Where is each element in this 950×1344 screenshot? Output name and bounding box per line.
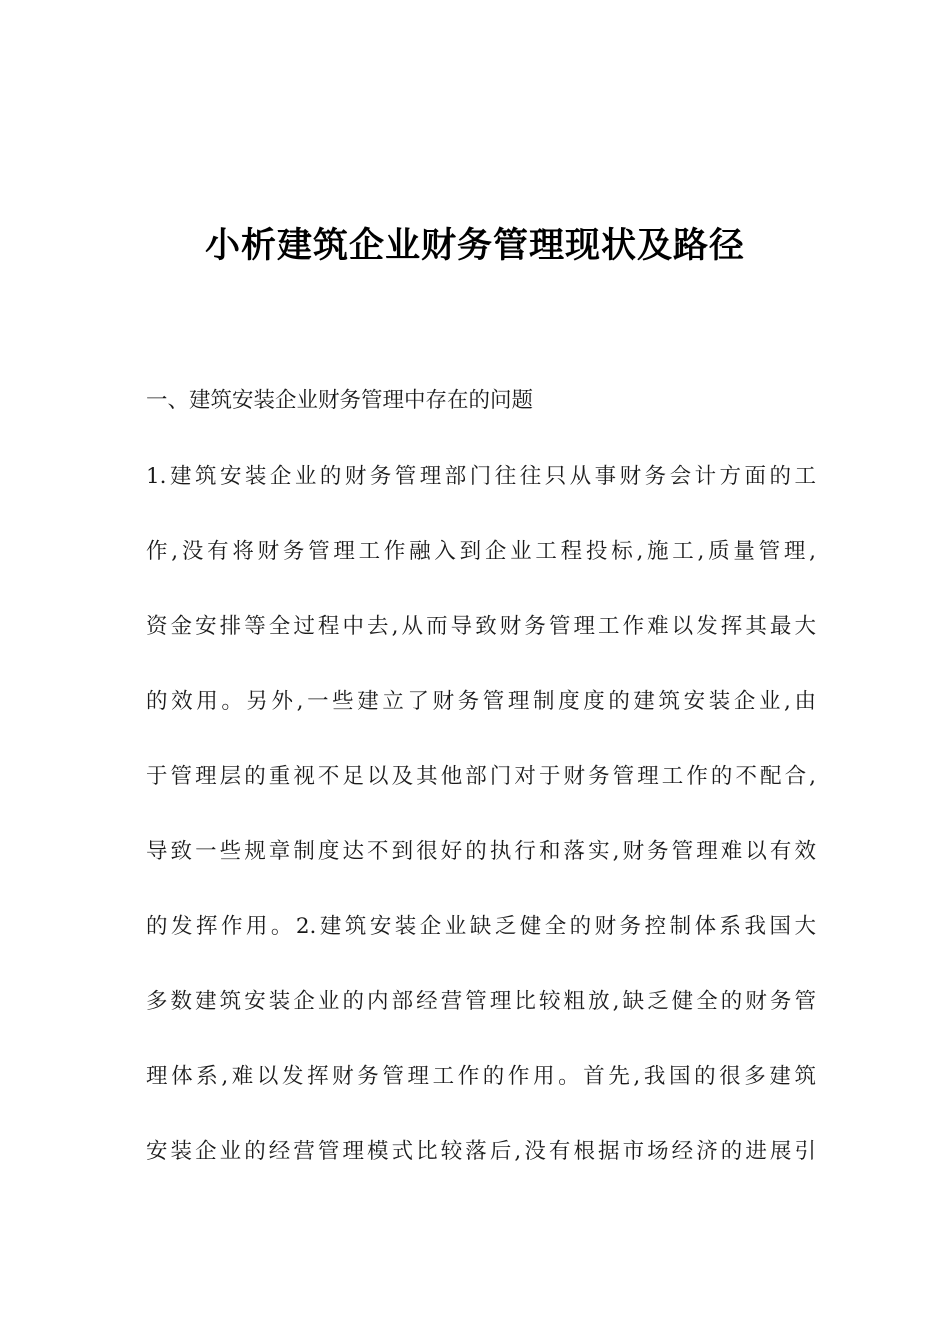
paragraph-line: 的效用。另外,一些建立了财务管理制度度的建筑安装企业,由: [146, 689, 816, 714]
paragraph-line: 于管理层的重视不足以及其他部门对于财务管理工作的不配合,: [146, 764, 816, 789]
paragraph-line: 1.建筑安装企业的财务管理部门往往只从事财务会计方面的工: [146, 464, 816, 489]
paragraph-line: 资金安排等全过程中去,从而导致财务管理工作难以发挥其最大: [146, 614, 816, 639]
paragraph-line: 的发挥作用。2.建筑安装企业缺乏健全的财务控制体系我国大: [146, 914, 816, 939]
paragraph-line: 多数建筑安装企业的内部经营管理比较粗放,缺乏健全的财务管: [146, 989, 816, 1014]
section-heading: 一、建筑安装企业财务管理中存在的问题: [146, 388, 534, 413]
paragraph-line: 安装企业的经营管理模式比较落后,没有根据市场经济的进展引: [146, 1139, 816, 1164]
paragraph-line: 理体系,难以发挥财务管理工作的作用。首先,我国的很多建筑: [146, 1064, 816, 1089]
document-title: 小析建筑企业财务管理现状及路径: [204, 226, 745, 266]
paragraph-line: 作,没有将财务管理工作融入到企业工程投标,施工,质量管理,: [146, 539, 816, 564]
paragraph-line: 导致一些规章制度达不到很好的执行和落实,财务管理难以有效: [146, 839, 816, 864]
